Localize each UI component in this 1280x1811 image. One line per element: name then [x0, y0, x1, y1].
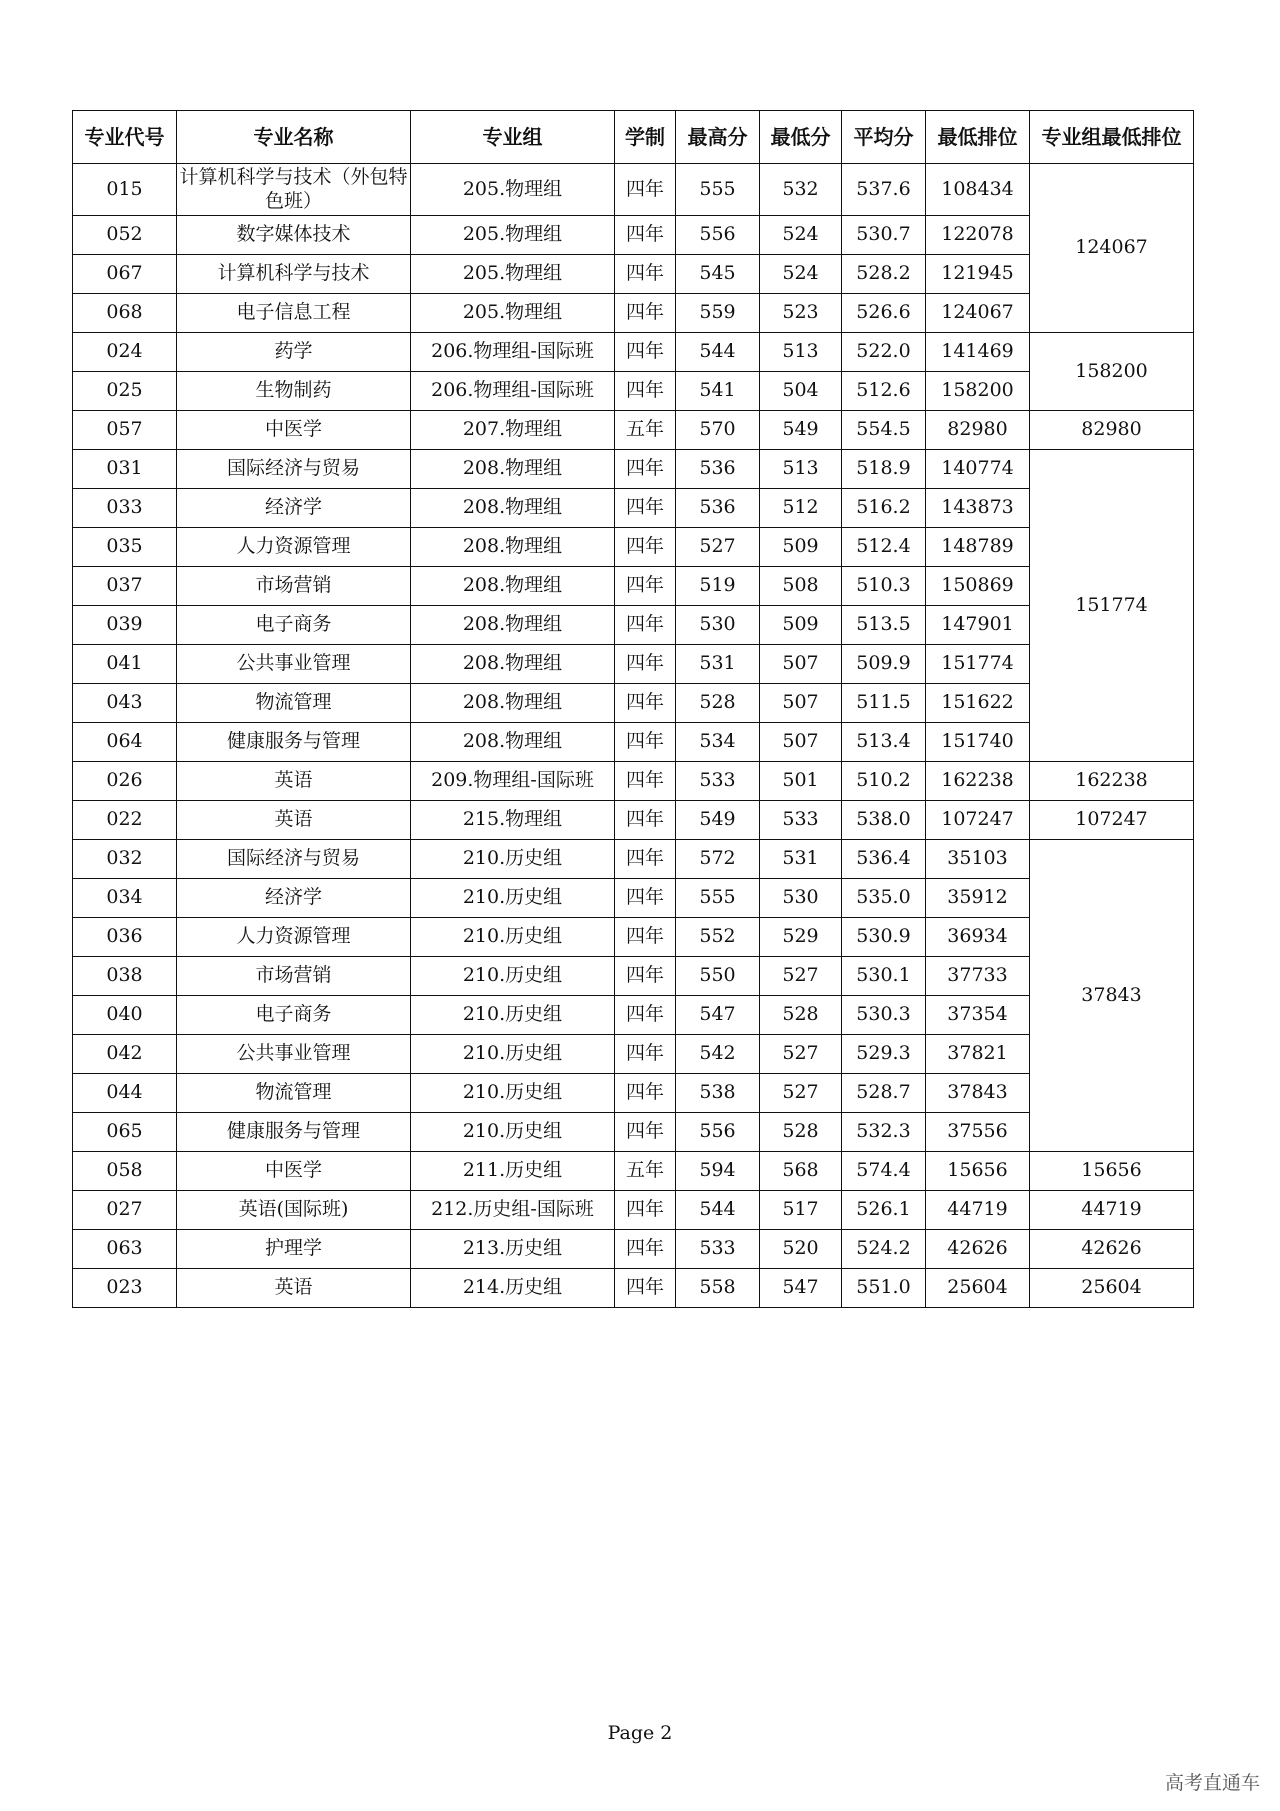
cell-major-group: 206.物理组-国际班	[411, 333, 615, 372]
cell-major-group: 211.历史组	[411, 1152, 615, 1191]
cell-major-code: 063	[73, 1230, 177, 1269]
cell-major-group: 206.物理组-国际班	[411, 372, 615, 411]
cell-max-score: 549	[676, 801, 760, 840]
cell-avg-score: 554.5	[842, 411, 926, 450]
cell-max-score: 550	[676, 957, 760, 996]
cell-major-code: 041	[73, 645, 177, 684]
cell-major-code: 025	[73, 372, 177, 411]
table-row	[73, 1191, 1194, 1230]
cell-major-name: 经济学	[177, 489, 411, 528]
cell-avg-score: 530.7	[842, 216, 926, 255]
cell-duration: 四年	[615, 528, 676, 567]
cell-duration: 五年	[615, 1152, 676, 1191]
cell-min-rank: 121945	[926, 255, 1030, 294]
cell-min-score: 512	[760, 489, 842, 528]
cell-group-min-rank: 158200	[1030, 333, 1194, 411]
cell-min-rank: 82980	[926, 411, 1030, 450]
table-row	[73, 801, 1194, 840]
cell-avg-score: 528.2	[842, 255, 926, 294]
cell-duration: 四年	[615, 879, 676, 918]
table-row	[73, 762, 1194, 801]
cell-min-rank: 124067	[926, 294, 1030, 333]
cell-min-score: 568	[760, 1152, 842, 1191]
cell-max-score: 558	[676, 1269, 760, 1308]
page-number: Page 2	[607, 1722, 673, 1744]
cell-avg-score: 513.5	[842, 606, 926, 645]
table-row	[73, 645, 1194, 684]
table-row	[73, 450, 1194, 489]
table-row	[73, 1269, 1194, 1308]
cell-major-group: 207.物理组	[411, 411, 615, 450]
cell-duration: 四年	[615, 372, 676, 411]
cell-major-name: 计算机科学与技术	[177, 255, 411, 294]
header-major-group: 专业组	[411, 111, 615, 164]
cell-min-score: 509	[760, 606, 842, 645]
cell-min-rank: 162238	[926, 762, 1030, 801]
cell-max-score: 536	[676, 450, 760, 489]
cell-min-score: 520	[760, 1230, 842, 1269]
cell-major-name: 英语	[177, 801, 411, 840]
cell-major-group: 208.物理组	[411, 450, 615, 489]
cell-duration: 四年	[615, 723, 676, 762]
cell-duration: 四年	[615, 1269, 676, 1308]
cell-major-code: 027	[73, 1191, 177, 1230]
cell-major-name: 物流管理	[177, 684, 411, 723]
cell-min-rank: 150869	[926, 567, 1030, 606]
cell-major-group: 210.历史组	[411, 1035, 615, 1074]
table-row	[73, 255, 1194, 294]
header-major-code: 专业代号	[73, 111, 177, 164]
cell-min-rank: 147901	[926, 606, 1030, 645]
cell-min-rank: 15656	[926, 1152, 1030, 1191]
cell-max-score: 544	[676, 333, 760, 372]
cell-max-score: 552	[676, 918, 760, 957]
table-row	[73, 918, 1194, 957]
cell-avg-score: 574.4	[842, 1152, 926, 1191]
cell-min-score: 523	[760, 294, 842, 333]
cell-min-score: 504	[760, 372, 842, 411]
cell-avg-score: 538.0	[842, 801, 926, 840]
cell-min-score: 531	[760, 840, 842, 879]
cell-min-score: 530	[760, 879, 842, 918]
cell-major-code: 064	[73, 723, 177, 762]
cell-major-name: 中医学	[177, 1152, 411, 1191]
cell-min-score: 507	[760, 645, 842, 684]
cell-duration: 五年	[615, 411, 676, 450]
cell-min-rank: 158200	[926, 372, 1030, 411]
cell-major-code: 023	[73, 1269, 177, 1308]
cell-group-min-rank: 42626	[1030, 1230, 1194, 1269]
cell-major-name: 公共事业管理	[177, 645, 411, 684]
cell-min-score: 547	[760, 1269, 842, 1308]
cell-min-rank: 35103	[926, 840, 1030, 879]
cell-min-rank: 37354	[926, 996, 1030, 1035]
cell-max-score: 533	[676, 1230, 760, 1269]
header-min-score: 最低分	[760, 111, 842, 164]
cell-avg-score: 512.6	[842, 372, 926, 411]
cell-group-min-rank: 162238	[1030, 762, 1194, 801]
cell-major-code: 068	[73, 294, 177, 333]
cell-major-group: 210.历史组	[411, 996, 615, 1035]
cell-avg-score: 529.3	[842, 1035, 926, 1074]
cell-major-group: 205.物理组	[411, 294, 615, 333]
cell-avg-score: 551.0	[842, 1269, 926, 1308]
cell-major-code: 058	[73, 1152, 177, 1191]
cell-max-score: 538	[676, 1074, 760, 1113]
table-row	[73, 723, 1194, 762]
cell-max-score: 545	[676, 255, 760, 294]
cell-max-score: 544	[676, 1191, 760, 1230]
cell-avg-score: 511.5	[842, 684, 926, 723]
cell-avg-score: 528.7	[842, 1074, 926, 1113]
cell-major-code: 044	[73, 1074, 177, 1113]
cell-avg-score: 530.3	[842, 996, 926, 1035]
table-row	[73, 1152, 1194, 1191]
cell-major-name: 国际经济与贸易	[177, 450, 411, 489]
cell-avg-score: 535.0	[842, 879, 926, 918]
cell-max-score: 594	[676, 1152, 760, 1191]
cell-min-rank: 37821	[926, 1035, 1030, 1074]
cell-min-score: 533	[760, 801, 842, 840]
cell-avg-score: 510.2	[842, 762, 926, 801]
table-row	[73, 1074, 1194, 1113]
admission-table-wrapper	[72, 110, 1194, 1308]
cell-major-code: 040	[73, 996, 177, 1035]
cell-major-code: 031	[73, 450, 177, 489]
table-row	[73, 957, 1194, 996]
cell-group-min-rank: 82980	[1030, 411, 1194, 450]
cell-major-name: 电子信息工程	[177, 294, 411, 333]
cell-duration: 四年	[615, 957, 676, 996]
cell-major-code: 057	[73, 411, 177, 450]
cell-min-score: 517	[760, 1191, 842, 1230]
cell-max-score: 536	[676, 489, 760, 528]
cell-min-rank: 151774	[926, 645, 1030, 684]
cell-min-score: 549	[760, 411, 842, 450]
cell-group-min-rank: 151774	[1030, 450, 1194, 762]
cell-max-score: 527	[676, 528, 760, 567]
table-row	[73, 1035, 1194, 1074]
cell-duration: 四年	[615, 1074, 676, 1113]
cell-duration: 四年	[615, 606, 676, 645]
cell-major-name: 电子商务	[177, 996, 411, 1035]
cell-major-group: 205.物理组	[411, 164, 615, 216]
table-row	[73, 1230, 1194, 1269]
cell-group-min-rank: 44719	[1030, 1191, 1194, 1230]
cell-max-score: 541	[676, 372, 760, 411]
header-avg-score: 平均分	[842, 111, 926, 164]
cell-group-min-rank: 107247	[1030, 801, 1194, 840]
cell-min-rank: 25604	[926, 1269, 1030, 1308]
header-max-score: 最高分	[676, 111, 760, 164]
cell-major-code: 035	[73, 528, 177, 567]
cell-major-code: 065	[73, 1113, 177, 1152]
cell-min-rank: 42626	[926, 1230, 1030, 1269]
cell-major-group: 208.物理组	[411, 489, 615, 528]
cell-min-score: 513	[760, 450, 842, 489]
cell-major-code: 015	[73, 164, 177, 216]
cell-min-rank: 151740	[926, 723, 1030, 762]
cell-duration: 四年	[615, 450, 676, 489]
cell-min-score: 508	[760, 567, 842, 606]
header-duration: 学制	[615, 111, 676, 164]
cell-avg-score: 510.3	[842, 567, 926, 606]
watermark-text: 高考直通车	[1164, 1772, 1260, 1794]
cell-avg-score: 536.4	[842, 840, 926, 879]
cell-major-name: 市场营销	[177, 567, 411, 606]
cell-major-name: 药学	[177, 333, 411, 372]
cell-major-code: 039	[73, 606, 177, 645]
header-min-rank: 最低排位	[926, 111, 1030, 164]
cell-major-name: 英语	[177, 1269, 411, 1308]
cell-max-score: 542	[676, 1035, 760, 1074]
table-row	[73, 333, 1194, 372]
cell-major-name: 英语	[177, 762, 411, 801]
cell-major-name: 物流管理	[177, 1074, 411, 1113]
cell-major-code: 037	[73, 567, 177, 606]
cell-major-group: 210.历史组	[411, 879, 615, 918]
table-row	[73, 164, 1194, 216]
cell-min-score: 527	[760, 1035, 842, 1074]
cell-min-score: 528	[760, 996, 842, 1035]
cell-major-group: 208.物理组	[411, 645, 615, 684]
cell-min-rank: 37556	[926, 1113, 1030, 1152]
cell-major-group: 210.历史组	[411, 918, 615, 957]
cell-major-name: 人力资源管理	[177, 918, 411, 957]
cell-major-name: 护理学	[177, 1230, 411, 1269]
cell-max-score: 519	[676, 567, 760, 606]
cell-major-name: 健康服务与管理	[177, 723, 411, 762]
cell-major-code: 042	[73, 1035, 177, 1074]
table-row	[73, 684, 1194, 723]
cell-major-code: 033	[73, 489, 177, 528]
cell-max-score: 534	[676, 723, 760, 762]
cell-major-group: 212.历史组-国际班	[411, 1191, 615, 1230]
table-row	[73, 216, 1194, 255]
cell-avg-score: 537.6	[842, 164, 926, 216]
cell-duration: 四年	[615, 1230, 676, 1269]
cell-min-rank: 151622	[926, 684, 1030, 723]
cell-major-name: 生物制药	[177, 372, 411, 411]
cell-group-min-rank: 124067	[1030, 164, 1194, 333]
cell-min-score: 528	[760, 1113, 842, 1152]
cell-major-code: 038	[73, 957, 177, 996]
cell-min-score: 509	[760, 528, 842, 567]
cell-duration: 四年	[615, 333, 676, 372]
cell-major-group: 205.物理组	[411, 255, 615, 294]
cell-max-score: 531	[676, 645, 760, 684]
cell-max-score: 533	[676, 762, 760, 801]
cell-duration: 四年	[615, 567, 676, 606]
cell-duration: 四年	[615, 164, 676, 216]
cell-major-code: 032	[73, 840, 177, 879]
cell-avg-score: 513.4	[842, 723, 926, 762]
table-row	[73, 567, 1194, 606]
cell-min-score: 507	[760, 723, 842, 762]
cell-avg-score: 526.1	[842, 1191, 926, 1230]
cell-avg-score: 509.9	[842, 645, 926, 684]
cell-major-group: 205.物理组	[411, 216, 615, 255]
table-row	[73, 411, 1194, 450]
cell-max-score: 555	[676, 879, 760, 918]
cell-major-group: 208.物理组	[411, 606, 615, 645]
cell-major-group: 210.历史组	[411, 1113, 615, 1152]
cell-major-name: 人力资源管理	[177, 528, 411, 567]
cell-avg-score: 522.0	[842, 333, 926, 372]
table-row	[73, 528, 1194, 567]
cell-min-rank: 37843	[926, 1074, 1030, 1113]
cell-min-rank: 35912	[926, 879, 1030, 918]
cell-min-rank: 107247	[926, 801, 1030, 840]
cell-major-name: 市场营销	[177, 957, 411, 996]
cell-avg-score: 532.3	[842, 1113, 926, 1152]
header-major-name: 专业名称	[177, 111, 411, 164]
cell-min-score: 524	[760, 255, 842, 294]
cell-min-rank: 148789	[926, 528, 1030, 567]
cell-major-name: 中医学	[177, 411, 411, 450]
cell-avg-score: 512.4	[842, 528, 926, 567]
cell-duration: 四年	[615, 489, 676, 528]
cell-min-rank: 36934	[926, 918, 1030, 957]
cell-major-name: 电子商务	[177, 606, 411, 645]
cell-avg-score: 530.1	[842, 957, 926, 996]
cell-duration: 四年	[615, 1191, 676, 1230]
cell-avg-score: 516.2	[842, 489, 926, 528]
cell-min-rank: 44719	[926, 1191, 1030, 1230]
cell-duration: 四年	[615, 255, 676, 294]
cell-max-score: 547	[676, 996, 760, 1035]
cell-major-group: 208.物理组	[411, 528, 615, 567]
cell-min-score: 527	[760, 957, 842, 996]
table-header-row	[73, 111, 1194, 164]
cell-min-rank: 143873	[926, 489, 1030, 528]
cell-major-name: 计算机科学与技术（外包特色班）	[177, 164, 411, 216]
table-row	[73, 879, 1194, 918]
cell-major-group: 214.历史组	[411, 1269, 615, 1308]
cell-major-code: 022	[73, 801, 177, 840]
cell-duration: 四年	[615, 1113, 676, 1152]
cell-max-score: 559	[676, 294, 760, 333]
cell-max-score: 556	[676, 216, 760, 255]
cell-duration: 四年	[615, 684, 676, 723]
cell-duration: 四年	[615, 840, 676, 879]
cell-major-group: 210.历史组	[411, 957, 615, 996]
cell-major-group: 209.物理组-国际班	[411, 762, 615, 801]
cell-major-code: 024	[73, 333, 177, 372]
cell-duration: 四年	[615, 645, 676, 684]
cell-duration: 四年	[615, 1035, 676, 1074]
cell-major-name: 经济学	[177, 879, 411, 918]
cell-major-name: 国际经济与贸易	[177, 840, 411, 879]
cell-major-code: 043	[73, 684, 177, 723]
table-row	[73, 996, 1194, 1035]
cell-major-group: 208.物理组	[411, 684, 615, 723]
cell-group-min-rank: 37843	[1030, 840, 1194, 1152]
cell-min-rank: 141469	[926, 333, 1030, 372]
cell-major-code: 067	[73, 255, 177, 294]
admission-score-table	[72, 110, 1194, 1308]
cell-duration: 四年	[615, 762, 676, 801]
cell-duration: 四年	[615, 996, 676, 1035]
cell-min-score: 527	[760, 1074, 842, 1113]
cell-min-rank: 108434	[926, 164, 1030, 216]
cell-min-score: 529	[760, 918, 842, 957]
cell-duration: 四年	[615, 294, 676, 333]
cell-min-score: 507	[760, 684, 842, 723]
cell-min-rank: 37733	[926, 957, 1030, 996]
cell-max-score: 530	[676, 606, 760, 645]
cell-max-score: 555	[676, 164, 760, 216]
table-row	[73, 840, 1194, 879]
cell-min-score: 532	[760, 164, 842, 216]
header-group-min-rank: 专业组最低排位	[1030, 111, 1194, 164]
cell-major-name: 公共事业管理	[177, 1035, 411, 1074]
cell-group-min-rank: 15656	[1030, 1152, 1194, 1191]
cell-duration: 四年	[615, 216, 676, 255]
cell-min-score: 501	[760, 762, 842, 801]
table-row	[73, 372, 1194, 411]
cell-major-group: 208.物理组	[411, 567, 615, 606]
table-body	[73, 164, 1194, 1308]
cell-min-rank: 140774	[926, 450, 1030, 489]
cell-duration: 四年	[615, 918, 676, 957]
cell-min-score: 513	[760, 333, 842, 372]
cell-major-name: 健康服务与管理	[177, 1113, 411, 1152]
table-row	[73, 606, 1194, 645]
table-row	[73, 489, 1194, 528]
cell-major-group: 208.物理组	[411, 723, 615, 762]
table-row	[73, 294, 1194, 333]
cell-max-score: 528	[676, 684, 760, 723]
cell-major-name: 英语(国际班)	[177, 1191, 411, 1230]
cell-major-name: 数字媒体技术	[177, 216, 411, 255]
cell-major-code: 034	[73, 879, 177, 918]
cell-major-code: 036	[73, 918, 177, 957]
table-row	[73, 1113, 1194, 1152]
cell-max-score: 556	[676, 1113, 760, 1152]
cell-min-rank: 122078	[926, 216, 1030, 255]
cell-duration: 四年	[615, 801, 676, 840]
cell-group-min-rank: 25604	[1030, 1269, 1194, 1308]
cell-major-group: 210.历史组	[411, 840, 615, 879]
cell-major-code: 052	[73, 216, 177, 255]
cell-avg-score: 530.9	[842, 918, 926, 957]
cell-major-group: 210.历史组	[411, 1074, 615, 1113]
cell-max-score: 570	[676, 411, 760, 450]
cell-major-group: 215.物理组	[411, 801, 615, 840]
cell-avg-score: 518.9	[842, 450, 926, 489]
cell-max-score: 572	[676, 840, 760, 879]
cell-major-code: 026	[73, 762, 177, 801]
cell-avg-score: 524.2	[842, 1230, 926, 1269]
cell-major-group: 213.历史组	[411, 1230, 615, 1269]
cell-min-score: 524	[760, 216, 842, 255]
cell-avg-score: 526.6	[842, 294, 926, 333]
